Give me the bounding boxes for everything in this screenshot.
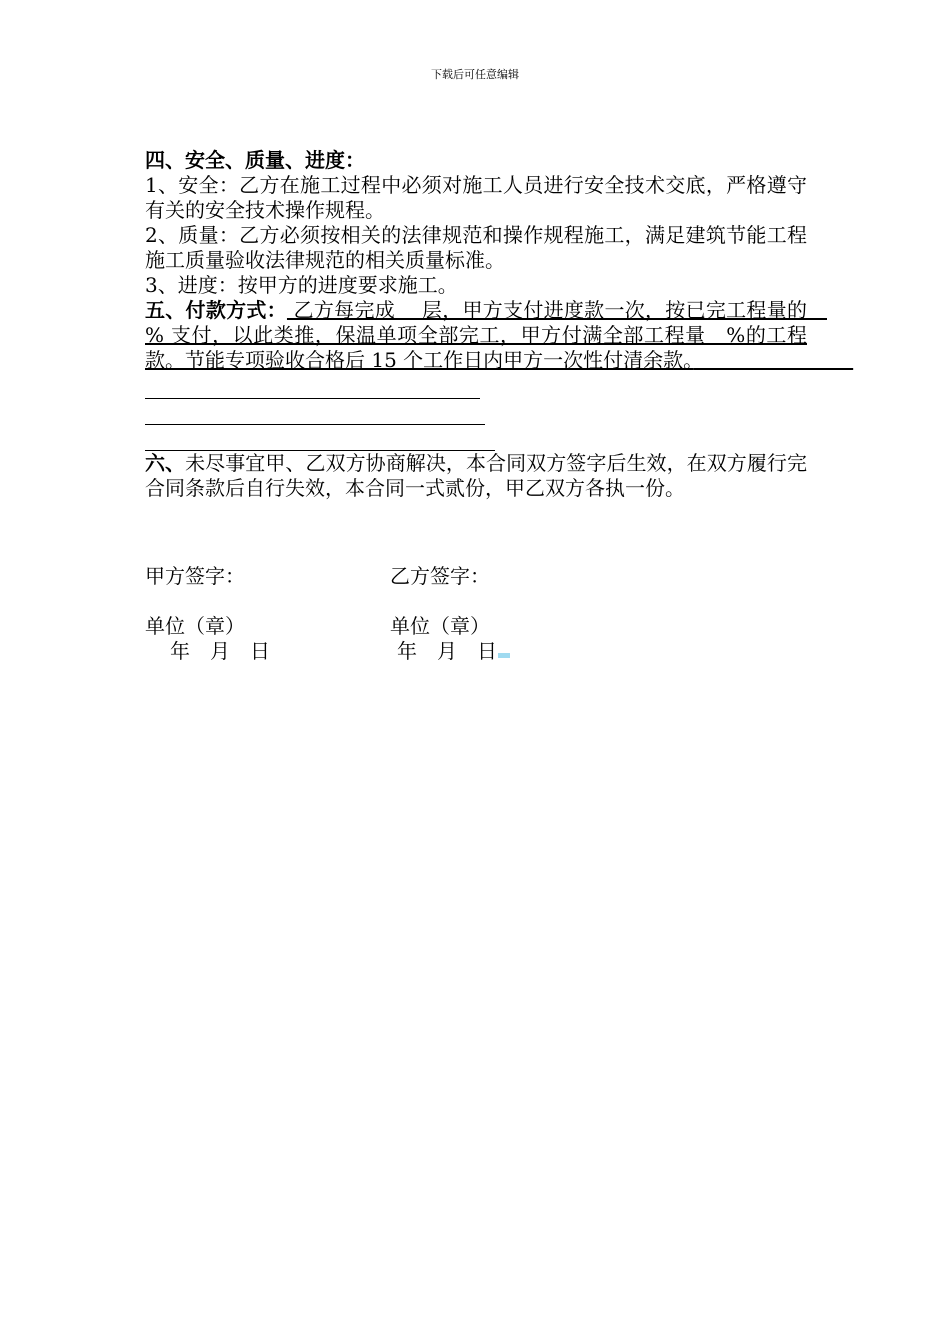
section-4-item-safety: 1、安全：乙方在施工过程中必须对施工人员进行安全技术交底，严格遵守有关的安全技术操作规程。 xyxy=(145,173,807,222)
section-4-item-quality: 2、质量：乙方必须按相关的法律规范和操作规程施工，满足建筑节能工程施工质量验收法律规范的相关质量标准。 xyxy=(145,223,807,272)
blank-line xyxy=(145,425,495,451)
party-b-unit-label: 单位（章） xyxy=(390,614,490,638)
signature-row xyxy=(145,564,807,589)
party-a-date: 年 月 日 xyxy=(170,639,270,663)
section-5-text: 乙方每完成 层，甲方支付进度款一次，按已完工程量的 % 支付，以此类推，保温单项全部完工，甲方付满全部工程量 %的工程款。节能专项验收合格后 15 个工作日内甲方一次性付清余款。 xyxy=(145,298,827,372)
underline-fill xyxy=(693,348,853,372)
section-6-heading: 六、 xyxy=(145,451,186,475)
section-6-text: 未尽事宜甲、乙双方协商解决，本合同双方签字后生效，在双方履行完合同条款后自行失效，本合同一式贰份，甲乙双方各执一份。 xyxy=(145,451,807,500)
document-body xyxy=(145,148,827,664)
section-4-item-progress: 3、进度：按甲方的进度要求施工。 xyxy=(145,273,458,297)
section-5-payment xyxy=(145,298,827,373)
unit-row xyxy=(145,614,807,639)
party-a-unit-label: 单位（章） xyxy=(145,614,245,638)
page-header: 下载后可任意编辑 xyxy=(431,68,519,81)
party-a-signature-label: 甲方签字： xyxy=(145,564,245,588)
section-6-terms xyxy=(145,451,807,501)
spacer xyxy=(145,501,807,564)
spacer xyxy=(145,589,807,614)
section-4-heading: 四、安全、质量、进度： xyxy=(145,148,365,172)
date-row xyxy=(145,639,807,664)
blank-line xyxy=(145,373,480,399)
text-cursor-marker xyxy=(498,653,510,658)
party-b-date-wrap xyxy=(397,639,510,664)
party-b-date: 年 月 日 xyxy=(397,639,497,663)
blank-line xyxy=(145,399,485,425)
section-5-heading: 五、付款方式： xyxy=(145,298,287,322)
party-b-signature-label: 乙方签字： xyxy=(390,564,490,588)
